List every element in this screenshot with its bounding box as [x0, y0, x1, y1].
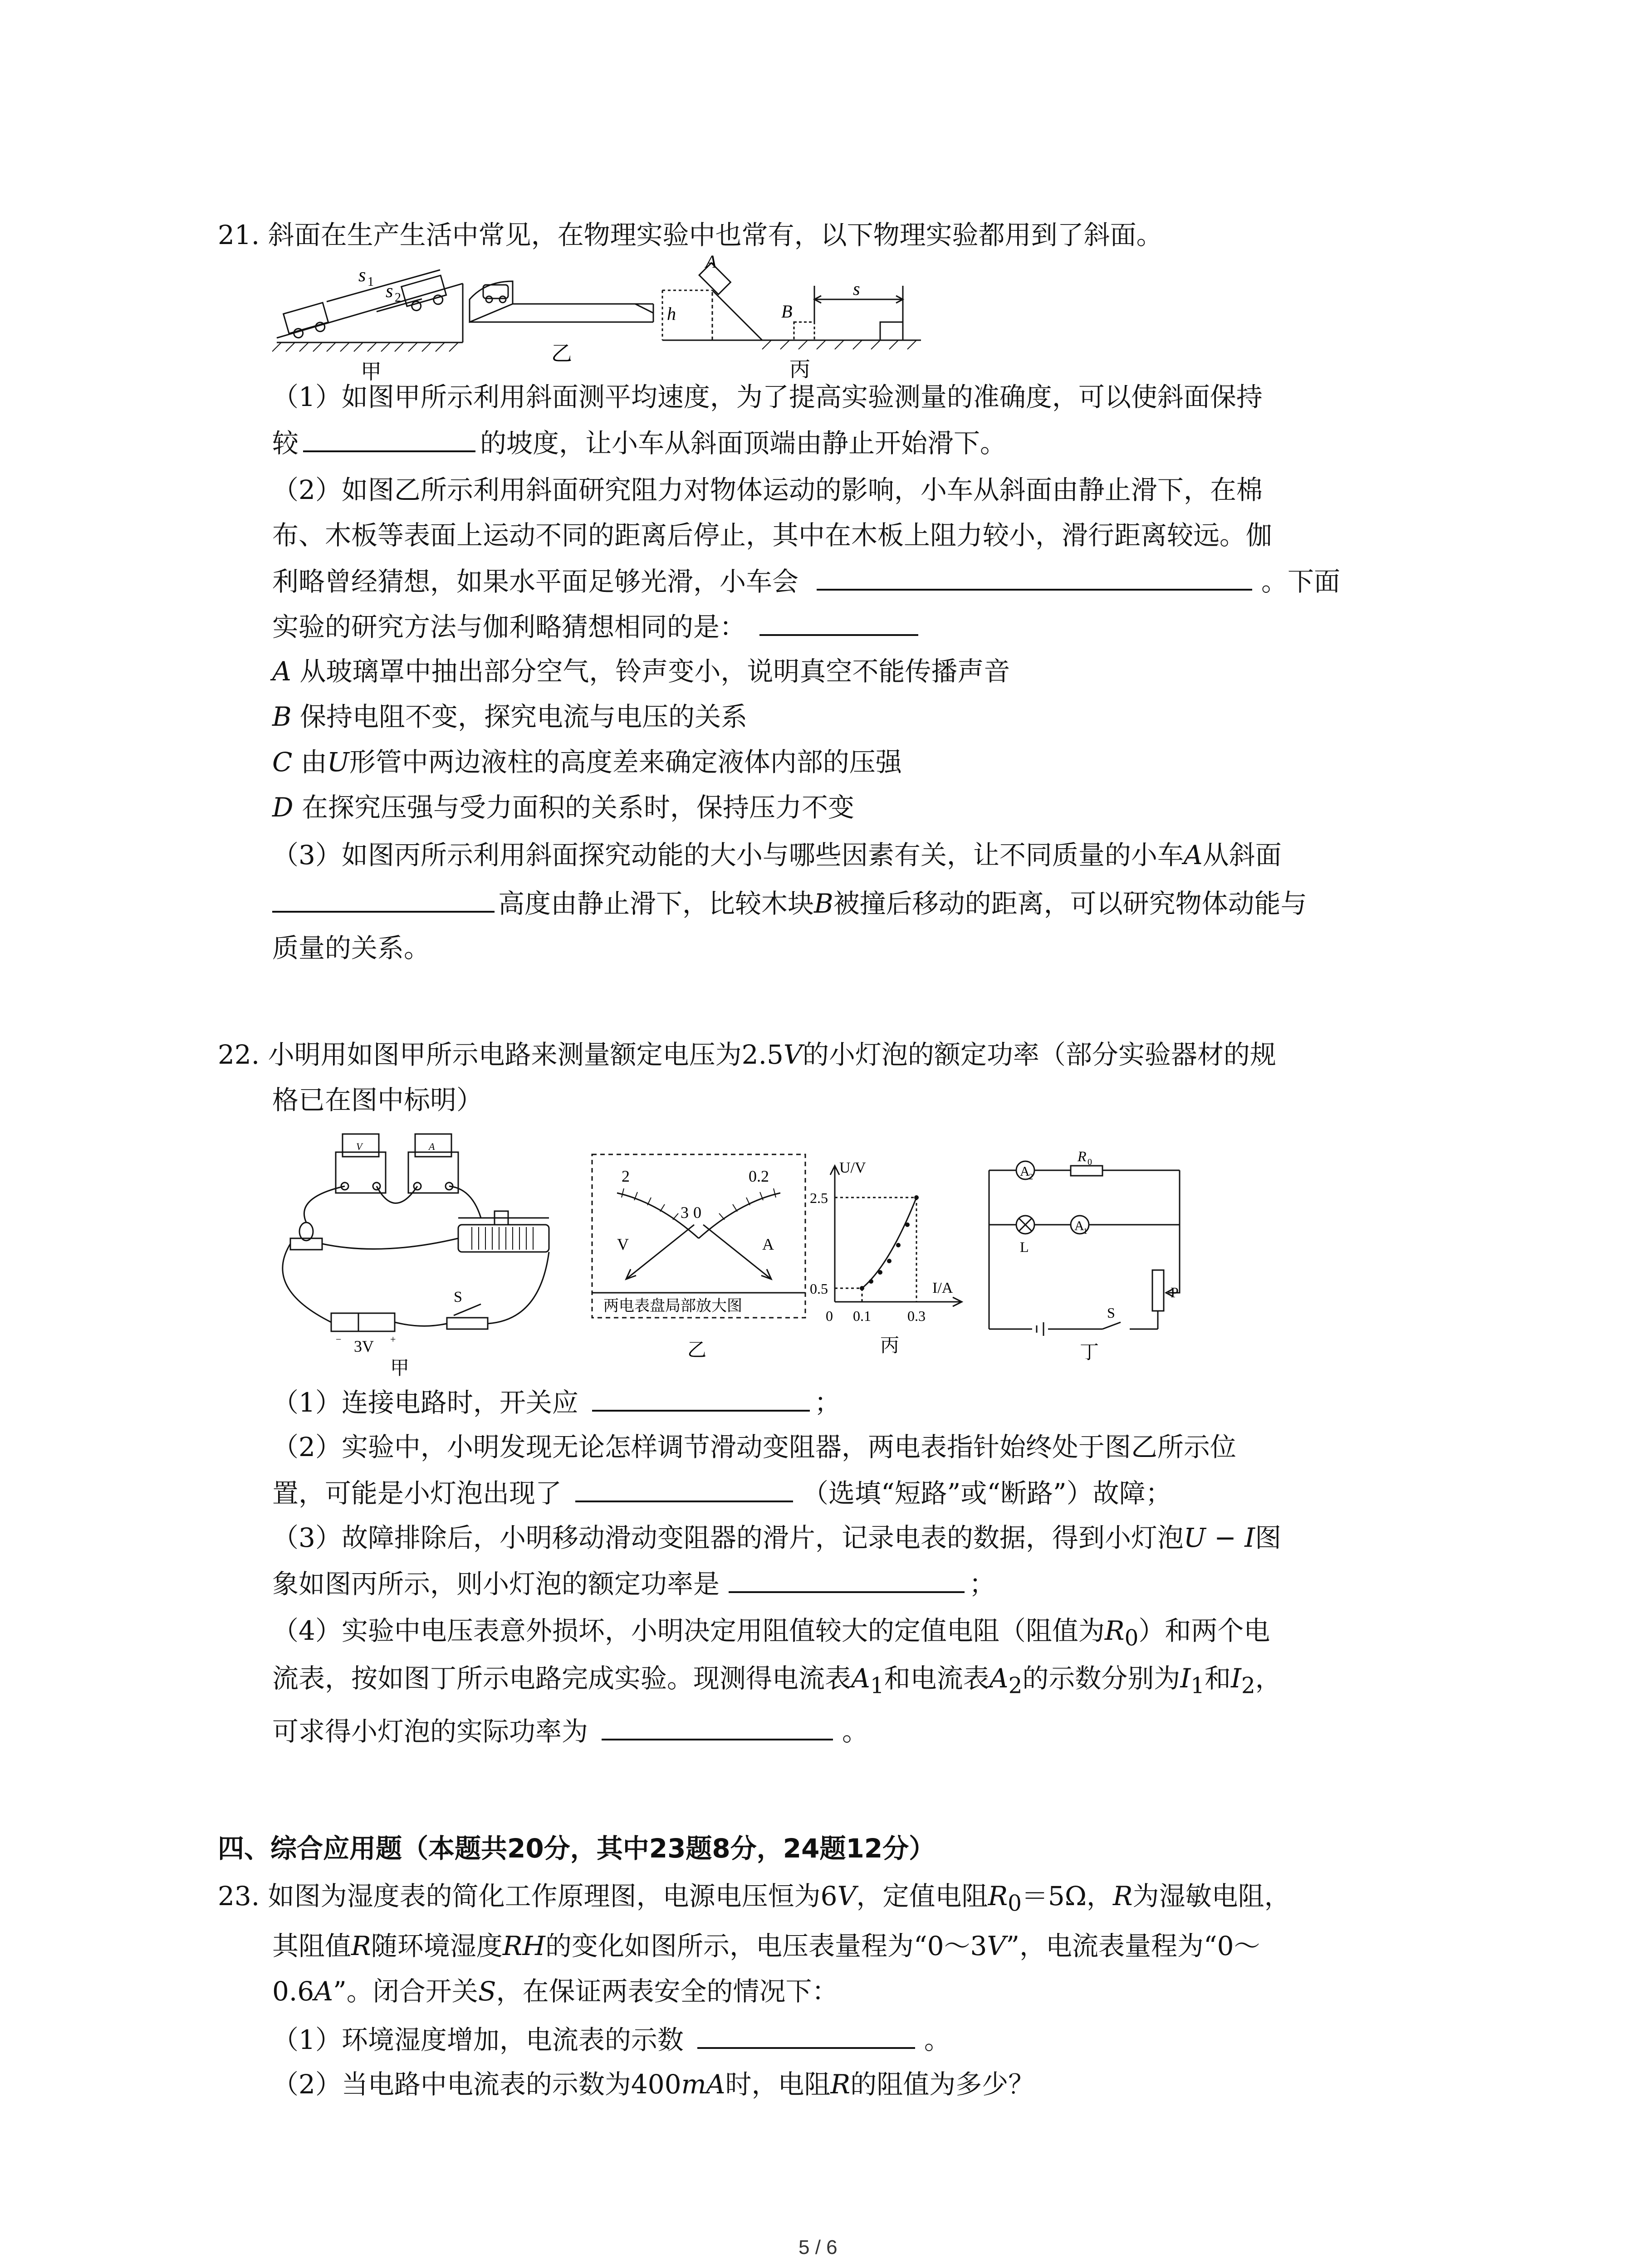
text: R	[1112, 1881, 1133, 1911]
text: 被撞后移动的距离，可以研究物体动能与	[833, 888, 1307, 919]
q21-option-C	[272, 744, 902, 780]
switch-S-label: S	[1107, 1305, 1115, 1321]
text: 时，电阻	[725, 2069, 831, 2100]
s2-label: s	[386, 281, 393, 302]
answer-blank-5[interactable]	[592, 1383, 810, 1412]
text: ”。闭合开关	[333, 1976, 478, 2007]
text: 随环境湿度	[371, 1931, 503, 1961]
text: ；	[814, 1387, 841, 1418]
q23-line1	[218, 1878, 1291, 1922]
ammeter-A2-subscript: 2	[1029, 1172, 1033, 1181]
text: ”，电流表量程为“0～	[1006, 1931, 1260, 1961]
meter-V-label: V	[356, 1141, 362, 1152]
text: 在探究压强与受力面积的关系时，保持压力不变	[293, 792, 854, 823]
lamp-L-label: L	[1020, 1239, 1029, 1255]
q21-figure-yi	[467, 272, 658, 367]
ammeter-A1-subscript: 1	[1083, 1227, 1087, 1236]
text: 2	[1241, 1673, 1255, 1699]
text: 。	[842, 1716, 869, 1747]
text: ，在保证两表安全的情况下：	[496, 1976, 838, 2007]
text: 形管中两边液柱的高度差来确定液体内部的压强	[349, 747, 902, 777]
resistor-R0-subscript: 0	[1087, 1157, 1092, 1167]
meter-A-label: A	[429, 1141, 435, 1152]
q23-p2	[272, 2066, 1034, 2102]
q21-figure-bing	[658, 254, 926, 386]
q22-figure-yi	[590, 1152, 808, 1365]
text: 象如图丙所示，则小灯泡的额定功率是	[272, 1569, 720, 1599]
q22-figure-jia	[268, 1129, 594, 1383]
block-B-label: B	[781, 301, 793, 322]
text: 较	[272, 428, 299, 459]
text: 从斜面	[1202, 840, 1282, 870]
slider-P-label: P	[1171, 1284, 1179, 1300]
q22-p4-line2	[272, 1660, 1282, 1704]
text: 流表，按如图丁所示电路完成实验。现测得电流表	[272, 1663, 852, 1694]
cart-A-label: A	[705, 254, 717, 272]
battery-minus: −	[336, 1334, 342, 1345]
text: I	[1231, 1663, 1241, 1694]
dial-caption: 两电表盘局部放大图	[603, 1298, 742, 1315]
answer-blank-6[interactable]	[575, 1474, 793, 1502]
text: A	[314, 1976, 333, 2007]
text: 的阻值为多少？	[850, 2069, 1035, 2100]
text: B	[814, 888, 833, 919]
text: V	[837, 1881, 857, 1911]
q22-figure-bing	[808, 1152, 975, 1361]
q21-option-A	[272, 653, 1010, 689]
q23-p1	[272, 2021, 950, 2058]
text: A	[272, 656, 291, 687]
resistor-R0-label: R	[1078, 1148, 1087, 1164]
q22-stem-line1	[218, 1036, 1276, 1073]
fig-caption-bing: 丙	[789, 358, 810, 381]
text: ＝5Ω，	[1021, 1881, 1113, 1911]
page-number: 5 / 6	[798, 2236, 838, 2258]
dial-label-0.2: 0.2	[749, 1167, 769, 1185]
text: U − I	[1183, 1522, 1255, 1553]
text: 23. 如图为湿度表的简化工作原理图，电源电压恒为6	[218, 1881, 838, 1911]
q21-figure-jia	[272, 265, 467, 388]
distance-s-label: s	[853, 279, 860, 299]
switch-S-label: S	[454, 1289, 462, 1305]
text: 可求得小灯泡的实际功率为	[272, 1716, 588, 1747]
text: ，定值电阻	[856, 1881, 988, 1911]
q21-p3-line1	[272, 837, 1282, 873]
text: 和	[1205, 1663, 1231, 1694]
q21-option-B	[272, 699, 747, 735]
axis-I-label: I/A	[932, 1280, 953, 1296]
fig-caption-jia: 甲	[390, 1358, 410, 1379]
text: （1）环境湿度增加，电流表的示数	[272, 2024, 684, 2055]
text: 的坡度，让小车从斜面顶端由静止开始滑下。	[480, 428, 1007, 459]
fig-caption-yi: 乙	[551, 342, 572, 365]
dial-label-0: 0	[693, 1203, 701, 1222]
height-h-label: h	[667, 303, 676, 324]
text: （3）如图丙所示利用斜面探究动能的大小与哪些因素有关，让不同质量的小车	[272, 840, 1184, 870]
fig-caption-jia: 甲	[361, 360, 382, 383]
text: ，	[1255, 1663, 1282, 1694]
q22-p4-line3	[272, 1712, 868, 1750]
text: 0.6	[272, 1976, 314, 2007]
q21-stem: 21. 斜面在生产生活中常见，在物理实验中也常有，以下物理实验都用到了斜面。	[218, 220, 1163, 250]
text: 图	[1255, 1522, 1282, 1553]
answer-blank-2[interactable]	[817, 562, 1252, 591]
battery-plus: +	[390, 1334, 396, 1345]
dial-label-A: A	[762, 1235, 774, 1253]
text: A	[989, 1663, 1009, 1694]
text: 利略曾经猜想，如果水平面足够光滑，小车会	[272, 566, 799, 597]
q22-p4-line1	[272, 1613, 1270, 1657]
q21-p1-line1: （1）如图甲所示利用斜面测平均速度，为了提高实验测量的准确度，可以使斜面保持	[272, 381, 1263, 412]
q21-option-D	[272, 789, 854, 826]
text: 22. 小明用如图甲所示电路来测量额定电压为2.5	[218, 1039, 784, 1070]
text: （选填“短路”或“断路”）故障；	[802, 1478, 1172, 1509]
fig-caption-bing: 丙	[880, 1335, 900, 1356]
text: 的示数分别为	[1022, 1663, 1181, 1694]
s2-subscript: 2	[395, 291, 401, 305]
q22-p3-line1	[272, 1520, 1281, 1556]
q23-line3	[272, 1973, 838, 2009]
text: 由	[292, 747, 327, 777]
text: R	[988, 1881, 1008, 1911]
text: （3）故障排除后，小明移动滑动变阻器的滑片，记录电表的数据，得到小灯泡	[272, 1522, 1184, 1553]
text: V	[987, 1931, 1006, 1961]
tick-0.5: 0.5	[810, 1281, 828, 1297]
text: 1	[1190, 1673, 1205, 1699]
text: 2	[1008, 1673, 1023, 1699]
text: 1	[870, 1673, 884, 1699]
text: R	[830, 2069, 851, 2100]
q22-p1	[272, 1383, 841, 1421]
q21-p2-line1: （2）如图乙所示利用斜面研究阻力对物体运动的影响，小车从斜面由静止滑下，在棉	[272, 474, 1263, 505]
ammeter-A2-label: A	[1020, 1164, 1030, 1179]
q22-p2-line1: （2）实验中，小明发现无论怎样调节滑动变阻器，两电表指针始终处于图乙所示位	[272, 1432, 1236, 1462]
answer-blank-9[interactable]	[697, 2021, 915, 2049]
text: C	[272, 747, 293, 777]
text: D	[272, 792, 294, 823]
s1-subscript: 1	[367, 275, 374, 289]
q23-line2	[272, 1928, 1260, 1964]
answer-blank-8[interactable]	[602, 1712, 833, 1740]
q21-p3-line2	[272, 885, 1307, 922]
text: ；	[969, 1569, 996, 1599]
text: 实验的研究方法与伽利略猜想相同的是：	[272, 611, 746, 642]
text: 0	[1124, 1625, 1139, 1651]
text: 高度由静止滑下，比较木块	[498, 888, 814, 919]
ammeter-A1-label: A	[1074, 1218, 1084, 1233]
tick-0: 0	[826, 1308, 833, 1324]
text: 保持电阻不变，探究电流与电压的关系	[291, 701, 748, 732]
axis-U-label: U/V	[839, 1159, 866, 1176]
text: （2）当电路中电流表的示数为400	[272, 2069, 681, 2100]
text: R	[1104, 1615, 1125, 1646]
q22-p3-line2	[272, 1565, 995, 1602]
text: 和电流表	[884, 1663, 989, 1694]
q21-p1-line2	[272, 424, 1006, 461]
answer-blank-1[interactable]	[303, 424, 475, 452]
tick-2.5: 2.5	[810, 1190, 828, 1206]
q22-p2-line2	[272, 1474, 1172, 1511]
text: B	[272, 701, 292, 732]
text: I	[1180, 1663, 1191, 1694]
text: 的小灯泡的额定功率（部分实验器材的规	[802, 1039, 1276, 1070]
q21-p2-line2: 布、木板等表面上运动不同的距离后停止，其中在木板上阻力较小，滑行距离较远。伽	[272, 520, 1273, 551]
battery-3V-label: 3V	[354, 1337, 374, 1355]
fig-caption-yi: 乙	[687, 1340, 707, 1361]
text: 。下面	[1261, 566, 1341, 597]
text: A	[1183, 840, 1203, 870]
text: V	[783, 1039, 803, 1070]
text: R	[351, 1931, 371, 1961]
fig-caption-ding: 丁	[1080, 1342, 1099, 1363]
q21-p3-line3: 质量的关系。	[272, 933, 431, 963]
text: 0	[1008, 1891, 1022, 1916]
text: 置，可能是小灯泡出现了	[272, 1478, 562, 1509]
dial-label-2: 2	[622, 1167, 630, 1185]
q22-figure-ding	[980, 1148, 1207, 1365]
text: S	[478, 1976, 496, 2007]
text: （4）实验中电压表意外损坏，小明决定用阻值较大的定值电阻（阻值为	[272, 1615, 1105, 1646]
dial-label-3: 3	[681, 1203, 689, 1222]
section-4-title: 四、综合应用题（本题共20分，其中23题8分，24题12分）	[218, 1833, 936, 1864]
text: A	[851, 1663, 870, 1694]
q22-stem-line2: 格已在图中标明）	[272, 1085, 483, 1115]
s1-label: s	[358, 265, 366, 286]
tick-0.3: 0.3	[907, 1308, 926, 1324]
q21-p2-line3	[272, 562, 1340, 600]
text: 为湿敏电阻，	[1132, 1881, 1291, 1911]
answer-blank-7[interactable]	[729, 1565, 965, 1593]
text: 的变化如图所示，电压表量程为“0～3	[545, 1931, 987, 1961]
answer-blank-4[interactable]	[272, 885, 495, 913]
text: 。	[924, 2024, 950, 2055]
text: 从玻璃罩中抽出部分空气，铃声变小，说明真空不能传播声音	[291, 656, 1010, 687]
text: U	[327, 747, 349, 777]
dial-label-V: V	[617, 1235, 629, 1253]
text: （1）连接电路时，开关应	[272, 1387, 578, 1418]
q21-p2-line4	[272, 608, 918, 645]
text: mA	[681, 2069, 725, 2100]
text: ）和两个电	[1138, 1615, 1270, 1646]
answer-blank-3[interactable]	[759, 608, 918, 636]
tick-0.1: 0.1	[853, 1308, 871, 1324]
text: 其阻值	[272, 1931, 352, 1961]
text: RH	[502, 1931, 545, 1961]
